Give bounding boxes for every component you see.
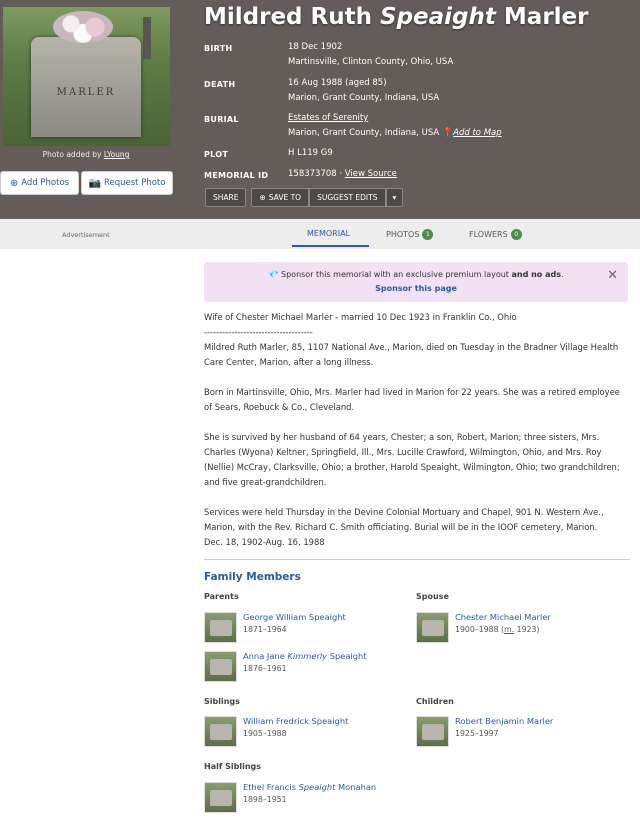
member-name-link[interactable]: William Fredrick Speaight — [243, 716, 349, 726]
tab-flowers[interactable] — [469, 229, 522, 240]
tab-memorial-label: MEMORIAL — [307, 229, 351, 238]
last-name: Marler — [503, 4, 589, 30]
view-source-link[interactable]: View Source — [344, 169, 397, 179]
bio-paragraph-1: Mildred Ruth Marler, 85, 1107 National Ave., Marion, died on Tuesday in the Bradner Village Health Care Center, Marion, after a long illness. — [204, 342, 619, 367]
memorial-id-row: 158373708 · View Source — [288, 169, 397, 179]
flowers-image — [53, 11, 113, 43]
death-date: 16 Aug 1988 (aged 85) — [288, 78, 387, 88]
member-dates — [455, 625, 540, 634]
burial-cemetery-link[interactable] — [288, 111, 368, 126]
vase-image — [143, 17, 151, 59]
married-abbr: m. — [504, 625, 515, 634]
burial-place: Marion, Grant County, Indiana, USA — [288, 128, 440, 138]
request-photo-button[interactable] — [81, 171, 173, 195]
bio-paragraph-2: Born in Martinsville, Ohio, Mrs. Marler had lived in Marion for 22 years. She was a retired employee of Sears, Roebuck & Co., Cleveland. — [204, 387, 620, 412]
first-name: Mildred Ruth — [204, 4, 372, 30]
memorial-tabbar — [0, 219, 640, 249]
sponsor-text-bold: and no ads — [511, 270, 561, 279]
photos-count-badge: 1 — [422, 229, 433, 240]
headstone-inscription: MARLER — [56, 87, 116, 98]
request-photo-label: Request Photo — [103, 178, 166, 188]
camera-icon: 📷 — [88, 177, 101, 189]
member-first-name: Anna Jane — [243, 651, 285, 661]
member-thumbnail[interactable] — [204, 612, 237, 643]
bio-paragraph-5: Dec. 18, 1902-Aug. 16, 1988 — [204, 537, 325, 547]
save-to-label: SAVE TO — [268, 193, 302, 202]
plus-circle-icon: ⊕ — [259, 193, 266, 202]
tab-photos[interactable] — [386, 229, 433, 240]
tab-flowers-label: FLOWERS — [469, 230, 508, 239]
maiden-name: Speaight — [380, 4, 496, 30]
caret-down-icon: ▾ — [392, 193, 397, 202]
photo-credit-prefix: Photo added by — [42, 150, 102, 159]
member-last-name: Monahan — [338, 782, 377, 792]
birth-label: BIRTH — [204, 44, 233, 53]
plot-label: PLOT — [204, 150, 229, 159]
tab-photos-label: PHOTOS — [386, 230, 420, 239]
bio-paragraph-3: She is survived by her husband of 64 years, Chester; a son, Robert, Marion; three sisters, Mrs. Charles (Wyona) Keltner, Springfield, Ill., Mrs. Lucille Crawford, Wilmington, Ohio, and Mrs. Roy (Nellie) McCray, Clarksville, Ohio; a brother, Harold Speaight, Wilmington, Ohio; two grandchildren; and five great-grandchildren. — [204, 432, 620, 487]
add-photos-button[interactable] — [0, 171, 79, 195]
add-photos-label: Add Photos — [21, 178, 70, 188]
memorial-id-label: MEMORIAL ID — [204, 171, 269, 180]
member-name-link[interactable]: George William Speaight — [243, 612, 346, 622]
burial-place-row — [288, 126, 502, 141]
member-thumbnail[interactable] — [416, 612, 449, 643]
more-options-button[interactable] — [386, 188, 404, 207]
memorial-photo[interactable] — [3, 7, 170, 146]
advertisement-label: Advertisement — [62, 231, 110, 239]
headstone-image — [31, 37, 141, 137]
member-thumbnail[interactable] — [204, 782, 237, 813]
sponsor-page-link[interactable]: Sponsor this page — [375, 284, 457, 293]
spouse-dates: 1900–1988 ( — [455, 625, 505, 634]
member-dates: 1871–1964 — [243, 625, 287, 634]
section-divider — [204, 559, 630, 560]
member-name-link[interactable]: Robert Benjamin Marler — [455, 716, 554, 726]
member-thumbnail[interactable] — [204, 716, 237, 747]
burial-label: BURIAL — [204, 115, 239, 124]
member-dates: 1898–1951 — [243, 795, 287, 804]
save-to-button[interactable] — [251, 188, 309, 207]
gem-icon: 💎 — [268, 270, 279, 279]
member-name-link[interactable]: Chester Michael Marler — [455, 612, 551, 622]
marriage-year: 1923) — [514, 625, 540, 634]
memorial-header — [0, 0, 640, 219]
member-first-name: Ethel Francis — [243, 782, 296, 792]
member-thumbnail[interactable] — [204, 651, 237, 682]
member-thumbnail[interactable] — [416, 716, 449, 747]
photo-credit-user-link[interactable]: LYoung — [103, 150, 130, 159]
member-name-link[interactable] — [243, 782, 376, 792]
close-icon[interactable]: ✕ — [607, 268, 618, 283]
bio-paragraph-4: Services were held Thursday in the Devine Colonial Mortuary and Chapel, 901 N. Western Ave., Marion, with the Rev. Richard C. Smith officiating. Burial will be in the IOOF cemetery, Marion. — [204, 507, 604, 532]
member-name-link[interactable] — [243, 651, 367, 661]
bio-separator: ------------------------------------ — [204, 327, 313, 337]
share-button[interactable]: SHARE — [205, 188, 246, 207]
sponsor-text-prefix: Sponsor this memorial with an exclusive premium layout — [281, 270, 509, 279]
plus-circle-icon: ⊕ — [9, 177, 19, 189]
suggest-edits-button[interactable]: SUGGEST EDITS — [309, 188, 385, 207]
sponsor-text: 💎 Sponsor this memorial with an exclusive premium layout and no ads. — [268, 270, 564, 279]
map-pin-icon: 📍 — [441, 128, 454, 138]
plot-value: H L119 G9 — [288, 148, 333, 158]
active-tab-indicator — [292, 245, 369, 247]
siblings-label: Siblings — [204, 697, 240, 706]
burial-cemetery-text: Estates of Serenity — [288, 113, 369, 123]
tab-memorial[interactable] — [307, 229, 350, 238]
children-label: Children — [416, 697, 454, 706]
sponsor-banner — [204, 262, 628, 302]
family-members-title: Family Members — [204, 571, 301, 583]
parents-label: Parents — [204, 592, 239, 601]
birth-date: 18 Dec 1902 — [288, 42, 343, 52]
add-to-map-link[interactable]: Add to Map — [453, 128, 502, 138]
birth-place: Martinsville, Clinton County, Ohio, USA — [288, 57, 454, 67]
bio-line-1: Wife of Chester Michael Marler - married 10 Dec 1923 in Franklin Co., Ohio — [204, 312, 517, 322]
photo-credit — [0, 150, 172, 159]
member-dates: 1925–1997 — [455, 729, 499, 738]
half-siblings-label: Half Siblings — [204, 762, 261, 771]
spouse-label: Spouse — [416, 592, 449, 601]
memorial-title — [204, 4, 588, 30]
member-dates: 1876–1961 — [243, 664, 287, 673]
member-maiden-name: Speaight — [298, 782, 336, 792]
member-last-name: Speaight — [329, 651, 367, 661]
death-label: DEATH — [204, 80, 236, 89]
memorial-id: 158373708 — [288, 169, 337, 179]
death-place: Marion, Grant County, Indiana, USA — [288, 93, 440, 103]
flowers-count-badge: 0 — [511, 229, 522, 240]
member-dates: 1905–1988 — [243, 729, 287, 738]
member-maiden-name: Kimmerly — [287, 651, 328, 661]
memorial-toolbar — [205, 188, 403, 207]
